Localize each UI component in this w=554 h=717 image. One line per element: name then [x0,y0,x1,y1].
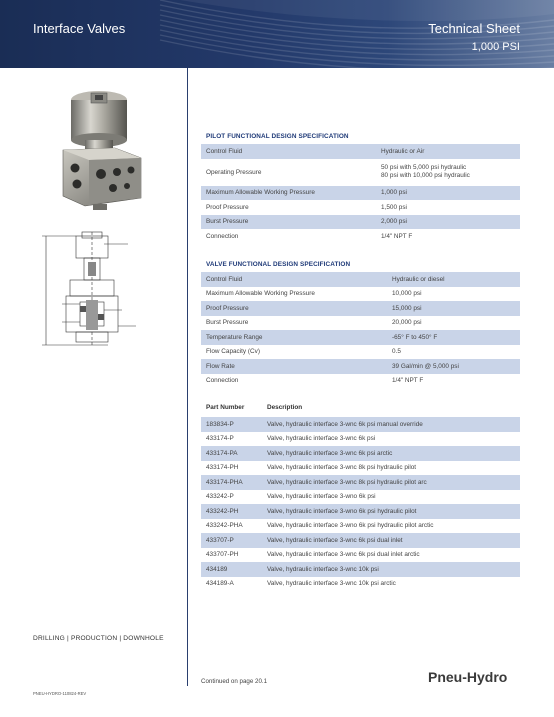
document-code: PNEU-HYDRO-110824-REV [33,691,87,696]
part-number: 433707-P [201,533,262,548]
spec-value-line: 50 psi with 5,000 psi hydraulic [381,163,467,171]
part-description: Valve, hydraulic interface 3-wnc 8k psi hydraulic pilot arc [262,475,520,490]
spec-value: Hydraulic or Air [376,144,520,159]
part-description: Valve, hydraulic interface 3-wnc 10k psi arctic [267,580,396,588]
pilot-spec-row [201,215,520,230]
spec-label: Control Fluid [201,272,387,287]
spec-label: Proof Pressure [206,203,249,211]
spec-value: Hydraulic or diesel [387,272,520,287]
spec-value: 1/4" NPT F [392,377,424,385]
valve-spec-row [201,287,520,302]
valve-spec-row [201,301,520,316]
valve-cross-section-drawing [36,230,146,355]
table-row [201,432,520,447]
part-number: 433174-PH [206,464,239,472]
spec-label: Proof Pressure [201,301,387,316]
spec-label: Connection [206,377,239,385]
pressure-rating: 1,000 PSI [471,41,520,53]
part-number: 433242-PHA [206,522,243,530]
spec-label: Maximum Allowable Working Pressure [206,290,315,298]
part-description: Valve, hydraulic interface 3-wno 6k psi [267,493,376,501]
valve-spec-row [201,359,520,374]
table-row [201,548,520,563]
spec-label: Burst Pressure [206,319,249,327]
part-description: Valve, hydraulic interface 3-wnc 6k psi dual inlet [262,533,520,548]
part-number: 433242-PH [201,504,262,519]
part-description: Valve, hydraulic interface 3-wnc 6k psi dual inlet arctic [267,551,420,559]
spec-label: Temperature Range [201,330,387,345]
spec-label: Connection [206,232,239,240]
valve-spec-row [201,345,520,360]
parts-table [201,417,520,591]
table-row [201,577,520,592]
pilot-spec-row [201,200,520,215]
valve-product-photo [55,88,150,228]
spec-value: 1/4" NPT F [381,232,413,240]
pilot-spec-row [201,159,520,186]
column-header-part-number: Part Number [206,404,245,411]
spec-label: Flow Capacity (Cv) [206,348,260,356]
part-description: Valve, hydraulic interface 3-wnc 6k psi [267,435,376,443]
pilot-spec-row [201,229,520,244]
valve-spec-table [201,272,520,388]
table-row [201,504,520,519]
spec-label: Maximum Allowable Working Pressure [201,186,376,201]
table-row [201,446,520,461]
table-row [201,533,520,548]
pilot-spec-row [201,186,520,201]
valve-spec-row [201,316,520,331]
header-banner [0,0,554,68]
document-type: Technical Sheet [428,21,520,36]
spec-value: 1,500 psi [381,203,407,211]
part-description: Valve, hydraulic interface 3-wno 6k psi hydraulic pilot [262,504,520,519]
valve-spec-row [201,330,520,345]
table-row [201,461,520,476]
spec-value: 0.5 [392,348,401,356]
part-description: Valve, hydraulic interface 3-wnc 6k psi manual override [262,417,520,432]
table-row [201,562,520,577]
spec-label: Control Fluid [201,144,376,159]
table-row [201,417,520,432]
spec-value: 10,000 psi [392,290,422,298]
table-row [201,519,520,534]
part-number: 434189-A [206,580,234,588]
spec-value-line: 80 psi with 10,000 psi hydraulic [381,172,470,179]
part-number: 183834-P [201,417,262,432]
table-row [201,490,520,505]
part-description: Valve, hydraulic interface 3-wnc 10k psi [262,562,520,577]
vertical-divider [187,68,188,686]
spec-value [376,159,520,186]
valve-spec-row [201,272,520,287]
part-number: 433174-P [206,435,234,443]
valve-spec-title: VALVE FUNCTIONAL DESIGN SPECIFICATION [206,261,351,268]
continued-note: Continued on page 20.1 [201,678,268,685]
spec-label: Operating Pressure [206,168,262,176]
industry-categories: DRILLING | PRODUCTION | DOWNHOLE [33,635,164,642]
spec-value: -65° F to 450° F [387,330,520,345]
spec-label: Burst Pressure [201,215,376,230]
spec-value: 2,000 psi [376,215,520,230]
spec-label: Flow Rate [201,359,387,374]
part-description: Valve, hydraulic interface 3-wno 6k psi hydraulic pilot arctic [267,522,434,530]
spec-value: 15,000 psi [387,301,520,316]
pilot-spec-row [201,144,520,159]
spec-value: 1,000 psi [376,186,520,201]
part-number: 433174-PA [201,446,262,461]
valve-spec-row [201,374,520,389]
pilot-spec-title: PILOT FUNCTIONAL DESIGN SPECIFICATION [206,133,349,140]
table-row [201,475,520,490]
section-title: Interface Valves [33,21,126,36]
part-description: Valve, hydraulic interface 3-wnc 6k psi arctic [262,446,520,461]
part-description: Valve, hydraulic interface 3-wnc 8k psi hydraulic pilot [267,464,417,472]
spec-value: 39 Gal/min @ 5,000 psi [387,359,520,374]
brand-logo: Pneu-Hydro [428,669,508,685]
part-number: 434189 [201,562,262,577]
column-header-description: Description [267,404,303,411]
part-number: 433242-P [206,493,234,501]
part-number: 433707-PH [206,551,239,559]
pilot-spec-table [201,144,520,244]
spec-value: 20,000 psi [392,319,422,327]
part-number: 433174-PHA [201,475,262,490]
